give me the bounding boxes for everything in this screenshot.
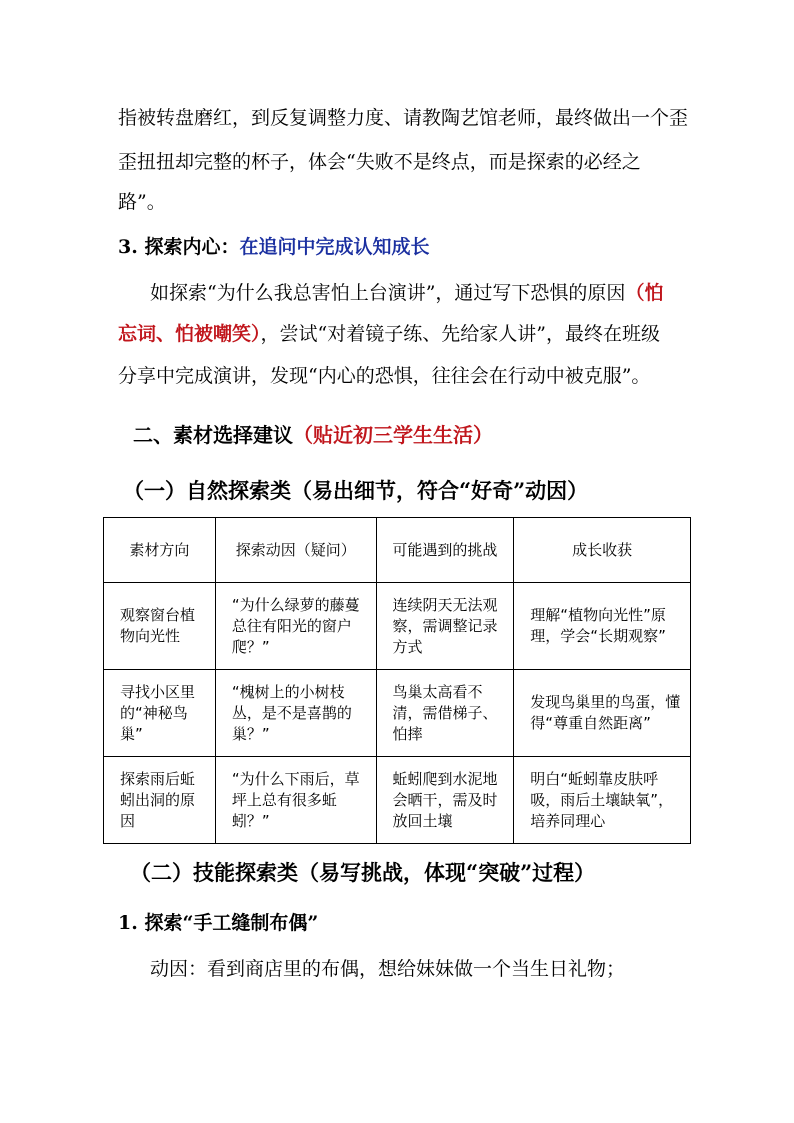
highlight-red: （怕 bbox=[625, 282, 664, 304]
table-header-cell: 成长收获 bbox=[514, 518, 691, 583]
paragraph-line: 指被转盘磨红，到反复调整力度、请教陶艺馆老师，最终做出一个歪 bbox=[118, 107, 689, 129]
table-cell: 鸟巢太高看不清，需借梯子、怕摔 bbox=[376, 670, 514, 757]
highlight-red: 忘词、怕被嘲笑） bbox=[118, 323, 261, 345]
subsection-heading-nature: （一）自然探索类（易出细节，符合“好奇”动因） bbox=[123, 478, 589, 503]
paragraph-line: 路”。 bbox=[118, 191, 166, 213]
section-3-heading bbox=[118, 233, 678, 261]
table-row bbox=[104, 583, 691, 670]
paragraph-line bbox=[118, 320, 678, 348]
table-cell: 明白“蚯蚓靠皮肤呼吸，雨后土壤缺氧”，培养同理心 bbox=[514, 757, 691, 844]
subsection-heading-skill: （二）技能探索类（易写挑战，体现“突破”过程） bbox=[130, 860, 596, 885]
paragraph-line: 分享中完成演讲，发现“内心的恐惧，往往会在行动中被克服”。 bbox=[118, 365, 651, 387]
heading-note: （贴近初三学生生活） bbox=[293, 423, 493, 447]
section-3-title: 在追问中完成认知成长 bbox=[239, 236, 430, 258]
skill-item-title: 1. 探索“手工缝制布偶” bbox=[118, 912, 319, 934]
table-row bbox=[104, 757, 691, 844]
table-cell: 理解“植物向光性”原理，学会“长期观察” bbox=[514, 583, 691, 670]
skill-item-motive: 动因：看到商店里的布偶，想给妹妹做一个当生日礼物； bbox=[150, 958, 626, 980]
material-table bbox=[103, 517, 691, 844]
table-header-row bbox=[104, 518, 691, 583]
table-header-cell: 素材方向 bbox=[104, 518, 216, 583]
table-cell: 观察窗台植物向光性 bbox=[104, 583, 216, 670]
section-3-number: 3. 探索内心： bbox=[118, 236, 240, 258]
table-cell: “槐树上的小树枝丛，是不是喜鹊的巢？” bbox=[215, 670, 376, 757]
table-header-cell: 可能遇到的挑战 bbox=[376, 518, 514, 583]
table-cell: 连续阴天无法观察，需调整记录方式 bbox=[376, 583, 514, 670]
table-cell: 探索雨后蚯蚓出洞的原因 bbox=[104, 757, 216, 844]
table-cell: “为什么下雨后，草坪上总有很多蚯蚓？” bbox=[215, 757, 376, 844]
table-row bbox=[104, 670, 691, 757]
table-cell: 寻找小区里的“神秘鸟巢” bbox=[104, 670, 216, 757]
paragraph-line bbox=[150, 279, 710, 307]
paragraph-line: 歪扭扭却完整的杯子，体会“失败不是终点，而是探索的必经之 bbox=[118, 151, 641, 173]
text-span: ，尝试“对着镜子练、先给家人讲”，最终在班级 bbox=[260, 323, 660, 345]
table-cell: “为什么绿萝的藤蔓总往有阳光的窗户爬？” bbox=[215, 583, 376, 670]
text-span: 如探索“为什么我总害怕上台演讲”，通过写下恐惧的原因 bbox=[150, 282, 626, 304]
table-header-cell: 探索动因（疑问） bbox=[215, 518, 376, 583]
section-heading bbox=[133, 420, 493, 450]
table-cell: 蚯蚓爬到水泥地会晒干，需及时放回土壤 bbox=[376, 757, 514, 844]
table-cell: 发现鸟巢里的鸟蛋，懂得“尊重自然距离” bbox=[514, 670, 691, 757]
heading-text: 二、素材选择建议 bbox=[133, 423, 293, 447]
